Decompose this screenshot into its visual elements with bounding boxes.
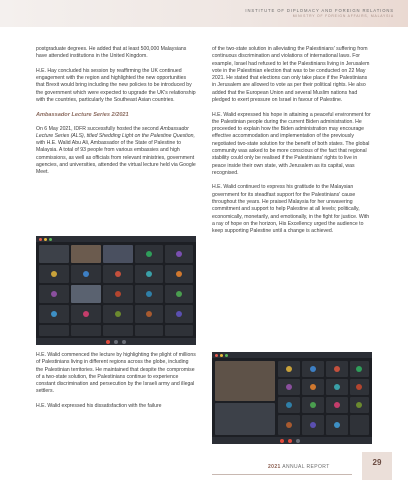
participant-tile bbox=[350, 415, 369, 435]
p3-lecture-title: Ambassador Lecture Series (ALS), titled Shedding Light on the Palestine Question, bbox=[36, 125, 195, 139]
right-paragraph-1: of the two-state solution in alleviating the Palestinians' suffering from continuous discrimination and violations of international laws. For example, Israel had refused to let the Palestinians living in Jerusalem vote in the Palestinian election that was to be conducted on 22 May 2021. He stated that elections can only take place if the Palestinians in Jerusalem are allowed to vote as per their political rights. He also added that the European Union and several Muslim nations had pledged to exert pressure on Israel in favour of Palestine. bbox=[212, 46, 370, 103]
meeting-screenshot-grid bbox=[36, 236, 196, 345]
participant-tile bbox=[103, 285, 133, 303]
meeting-title-bar bbox=[36, 236, 196, 242]
avatar-icon bbox=[176, 271, 182, 277]
participant-tile bbox=[278, 379, 300, 395]
participant-tile bbox=[165, 305, 193, 323]
right-paragraph-2: H.E. Walid expressed his hope in attaining a peaceful environment for the Palestinian people during the current Biden administration. He proceeded to explain how the Biden administration may encourage effective accommodation and implementation of the previously negotiated two-state solution for the benefit of both states. The global community was asked to be more conscious of the fact that regional stability could only be realised if the Palestinians' rights to live in peace inside their own state, with Jerusalem as its capital, was recognised. bbox=[212, 111, 371, 176]
participant-tile bbox=[326, 379, 348, 395]
footer-annual-report: ANNUAL REPORT bbox=[282, 464, 330, 470]
participant-tile bbox=[326, 361, 348, 377]
meeting-title-bar bbox=[212, 352, 372, 358]
camera-icon bbox=[296, 439, 300, 443]
participant-tile bbox=[71, 245, 101, 263]
footer-report-label bbox=[268, 464, 330, 470]
left-column bbox=[36, 46, 196, 184]
avatar-icon bbox=[286, 384, 292, 390]
avatar-icon bbox=[115, 291, 121, 297]
avatar-icon bbox=[83, 271, 89, 277]
avatar-icon bbox=[146, 311, 152, 317]
avatar-icon bbox=[51, 311, 57, 317]
window-dot-icon bbox=[49, 238, 52, 241]
participant-tile bbox=[326, 397, 348, 413]
hang-up-icon bbox=[280, 439, 284, 443]
meeting-control-bar bbox=[36, 338, 196, 345]
participant-tile bbox=[302, 361, 324, 377]
participant-tile bbox=[39, 305, 69, 323]
avatar-icon bbox=[51, 291, 57, 297]
microphone-off-icon bbox=[288, 439, 292, 443]
participant-tile bbox=[165, 245, 193, 263]
speaker-tile bbox=[215, 361, 275, 401]
participant-tile bbox=[71, 265, 101, 283]
page-number: 29 bbox=[362, 452, 392, 480]
footer-year: 2021 bbox=[268, 464, 281, 470]
right-column bbox=[212, 46, 372, 243]
participant-tile bbox=[39, 325, 69, 336]
participant-tile bbox=[165, 325, 193, 336]
window-dot-icon bbox=[225, 354, 228, 357]
left-paragraph-4: H.E. Walid commenced the lecture by highlighting the plight of millions of Palestinians living in different regions across the globe, including the Palestinian territories. He maintained that despite the compromise of a two-state solution, the Palestinians continue to experience constant discrimination and persecution by the Israeli army and illegal settlers. bbox=[36, 352, 196, 395]
meeting-control-bar bbox=[212, 437, 372, 444]
avatar-icon bbox=[146, 251, 152, 257]
participant-tile bbox=[165, 265, 193, 283]
avatar-icon bbox=[176, 291, 182, 297]
ministry-name: MINISTRY OF FOREIGN AFFAIRS, MALAYSIA bbox=[292, 14, 394, 18]
participant-tile bbox=[350, 379, 369, 395]
participant-tile bbox=[39, 245, 69, 263]
institute-name: INSTITUTE OF DIPLOMACY AND FOREIGN RELATIONS bbox=[245, 8, 394, 13]
hang-up-icon bbox=[106, 340, 110, 344]
avatar-icon bbox=[356, 384, 362, 390]
participant-tile bbox=[71, 285, 101, 303]
participant-tile bbox=[278, 415, 300, 435]
right-paragraph-3: H.E. Walid continued to express his gratitude to the Malaysian government for its steadfast support for the Palestinians' cause throughout the years. He praised Malaysia for her unwavering commitment and support to help Palestine at all levels; politically, economically, monetarily, and emotionally, in the fight for justice. With a ray of hope on the horizon, His Excellency urged the audience to keep supporting Palestine until a change is achieved. bbox=[212, 184, 370, 235]
meeting-screenshot-speaker bbox=[212, 352, 372, 444]
avatar-icon bbox=[334, 366, 340, 372]
avatar-icon bbox=[176, 311, 182, 317]
window-dot-icon bbox=[44, 238, 47, 241]
participant-tile bbox=[39, 265, 69, 283]
participant-tile bbox=[71, 305, 101, 323]
avatar-icon bbox=[51, 271, 57, 277]
avatar-icon bbox=[146, 291, 152, 297]
avatar-icon bbox=[115, 311, 121, 317]
participant-tile bbox=[302, 397, 324, 413]
participant-tile bbox=[165, 285, 193, 303]
left-paragraph-5: H.E. Walid expressed his dissatisfaction with the failure bbox=[36, 402, 162, 409]
participant-tile bbox=[135, 265, 163, 283]
participant-tile bbox=[71, 325, 101, 336]
avatar-icon bbox=[356, 402, 362, 408]
participant-tile bbox=[103, 325, 133, 336]
left-paragraph-1: postgraduate degrees. He added that at least 500,000 Malaysians have attended institutions in the United Kingdom. bbox=[36, 46, 187, 60]
section-subheading: Ambassador Lecture Series 2/2021 bbox=[36, 111, 129, 118]
window-dot-icon bbox=[39, 238, 42, 241]
avatar-icon bbox=[356, 366, 362, 372]
left-paragraph-2: H.E. Hay concluded his session by reaffirming the UK continued engagement with the region and highlighted the new opportunities that Brexit would bring including the new policies to be introduced by the government which were expected to upgrade the UK's relationship with the countries, particularly the Southeast Asian countries. bbox=[36, 67, 196, 103]
participant-tile bbox=[302, 379, 324, 395]
participant-tile bbox=[215, 403, 275, 435]
avatar-icon bbox=[115, 271, 121, 277]
participant-tile bbox=[302, 415, 324, 435]
p3-intro: On 6 May 2021, IDFR successfully hosted the second bbox=[36, 125, 161, 132]
camera-icon bbox=[114, 340, 118, 344]
avatar-icon bbox=[310, 384, 316, 390]
participant-tile bbox=[39, 285, 69, 303]
left-paragraph-3 bbox=[36, 126, 196, 177]
participant-tile bbox=[278, 361, 300, 377]
window-dot-icon bbox=[220, 354, 223, 357]
avatar-icon bbox=[83, 311, 89, 317]
avatar-icon bbox=[334, 384, 340, 390]
avatar-icon bbox=[146, 271, 152, 277]
participant-tile bbox=[326, 415, 348, 435]
left-column-continued bbox=[36, 352, 196, 418]
participant-tile bbox=[103, 245, 133, 263]
participant-tile bbox=[135, 305, 163, 323]
avatar-icon bbox=[286, 422, 292, 428]
avatar-icon bbox=[176, 251, 182, 257]
avatar-icon bbox=[286, 366, 292, 372]
avatar-icon bbox=[310, 422, 316, 428]
footer-divider bbox=[212, 474, 352, 475]
avatar-icon bbox=[334, 422, 340, 428]
window-dot-icon bbox=[215, 354, 218, 357]
participant-tile bbox=[135, 325, 163, 336]
p3-rest: with H.E. Walid Abu Ali, Ambassador of the State of Palestine to Malaysia. A total of 93 people from various embassies and high commissions, as well as officials from relevant ministries, government agencies, and universities, attended the virtual lecture held via Google Meet. bbox=[36, 140, 196, 176]
participant-tile bbox=[103, 305, 133, 323]
participant-tile bbox=[278, 397, 300, 413]
avatar-icon bbox=[310, 366, 316, 372]
participant-tile bbox=[350, 361, 369, 377]
avatar-icon bbox=[334, 402, 340, 408]
participant-tile bbox=[135, 285, 163, 303]
participant-tile bbox=[103, 265, 133, 283]
participant-tile bbox=[135, 245, 163, 263]
microphone-icon bbox=[122, 340, 126, 344]
avatar-icon bbox=[286, 402, 292, 408]
avatar-icon bbox=[310, 402, 316, 408]
participant-tile bbox=[350, 397, 369, 413]
